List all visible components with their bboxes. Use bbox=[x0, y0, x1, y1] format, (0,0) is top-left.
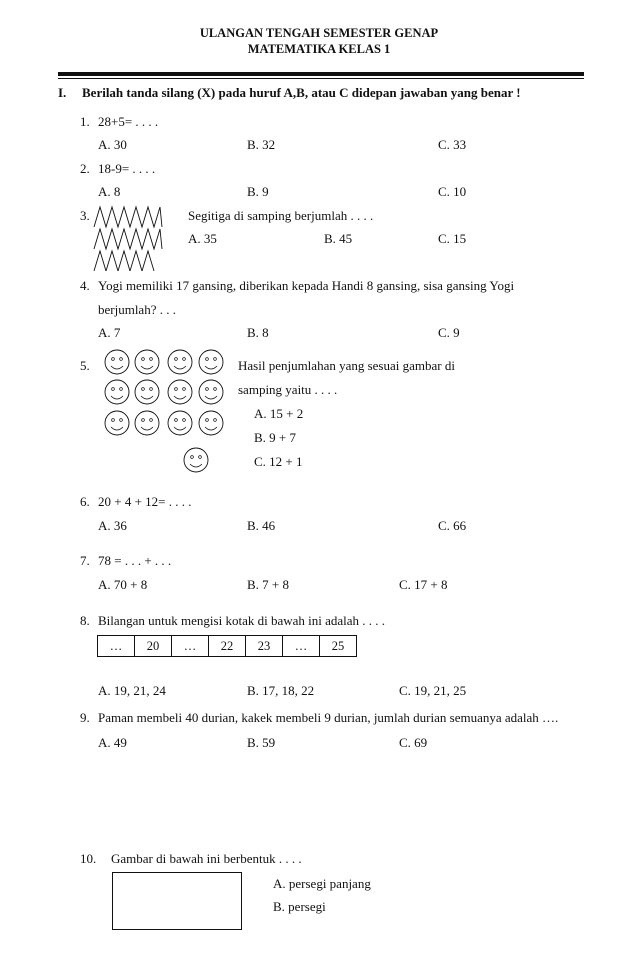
q6-text: 20 + 4 + 12= . . . . bbox=[98, 494, 192, 509]
smiley-face bbox=[135, 411, 159, 435]
q2-option-c: C. 10 bbox=[438, 184, 467, 199]
sequence-cell: 20 bbox=[135, 636, 172, 657]
q6-option-c: C. 66 bbox=[438, 518, 467, 533]
smiley-face bbox=[168, 411, 192, 435]
q3-option-b: B. 45 bbox=[324, 231, 353, 246]
q10-text: Gambar di bawah ini berbentuk . . . . bbox=[111, 851, 302, 866]
smiley-face bbox=[199, 411, 223, 435]
q7-text: 78 = . . . + . . . bbox=[98, 553, 172, 568]
q5-number: 5. bbox=[80, 358, 90, 373]
q2-number: 2. bbox=[80, 161, 90, 176]
header-rule-thick bbox=[58, 72, 584, 76]
smiley-face bbox=[168, 350, 192, 374]
q8-option-a: A. 19, 21, 24 bbox=[98, 683, 166, 698]
q5-text-line2: samping yaitu . . . . bbox=[238, 382, 338, 397]
q3-text: Segitiga di samping berjumlah . . . . bbox=[188, 208, 374, 223]
smiley-face bbox=[105, 380, 129, 404]
q4-number: 4. bbox=[80, 278, 90, 293]
sequence-cell: 25 bbox=[320, 636, 357, 657]
q3-option-c: C. 15 bbox=[438, 231, 467, 246]
smiley-face bbox=[105, 350, 129, 374]
q4-option-a: A. 7 bbox=[98, 325, 121, 340]
q5-option-b: B. 9 + 7 bbox=[254, 430, 297, 445]
q7-number: 7. bbox=[80, 553, 90, 568]
q6-option-b: B. 46 bbox=[247, 518, 276, 533]
section-number: I. bbox=[58, 85, 67, 100]
triangle-row-1 bbox=[94, 207, 162, 227]
q5-option-c: C. 12 + 1 bbox=[254, 454, 303, 469]
table-row bbox=[98, 636, 357, 657]
header-title-line2: MATEMATIKA KELAS 1 bbox=[247, 42, 391, 56]
q3-number: 3. bbox=[80, 208, 90, 223]
q5-option-a: A. 15 + 2 bbox=[254, 406, 304, 421]
q2-option-a: A. 8 bbox=[98, 184, 121, 199]
smiley-face bbox=[105, 411, 129, 435]
q7-option-c: C. 17 + 8 bbox=[399, 577, 448, 592]
q10-option-b: B. persegi bbox=[273, 899, 326, 914]
q7-option-a: A. 70 + 8 bbox=[98, 577, 148, 592]
q1-option-b: B. 32 bbox=[247, 137, 276, 152]
q7-option-b: B. 7 + 8 bbox=[247, 577, 290, 592]
q9-option-a: A. 49 bbox=[98, 735, 127, 750]
section-instruction: Berilah tanda silang (X) pada huruf A,B, atau C didepan jawaban yang benar ! bbox=[82, 85, 521, 100]
sequence-cell: 23 bbox=[246, 636, 283, 657]
q10-option-a: A. persegi panjang bbox=[273, 876, 371, 891]
triangle-row-2 bbox=[94, 229, 162, 249]
smiley-face bbox=[199, 350, 223, 374]
q8-option-b: B. 17, 18, 22 bbox=[247, 683, 315, 698]
q5-text-line1: Hasil penjumlahan yang sesuai gambar di bbox=[238, 358, 455, 373]
q6-number: 6. bbox=[80, 494, 90, 509]
smiley-face bbox=[168, 380, 192, 404]
triangles-figure bbox=[92, 205, 164, 271]
q8-number: 8. bbox=[80, 613, 90, 628]
q1-option-c: C. 33 bbox=[438, 137, 467, 152]
smiley-face bbox=[135, 350, 159, 374]
q4-option-c: C. 9 bbox=[438, 325, 460, 340]
triangle-row-3 bbox=[94, 251, 154, 271]
q10-number: 10. bbox=[80, 851, 97, 866]
sequence-cell: … bbox=[98, 636, 135, 657]
smiley-face bbox=[199, 380, 223, 404]
sequence-cell: … bbox=[283, 636, 320, 657]
q3-option-a: A. 35 bbox=[188, 231, 217, 246]
q1-text: 28+5= . . . . bbox=[98, 114, 159, 129]
header-title-line1: ULANGAN TENGAH SEMESTER GENAP bbox=[199, 26, 439, 40]
sequence-cell: … bbox=[172, 636, 209, 657]
rectangle-figure bbox=[112, 872, 242, 930]
q1-number: 1. bbox=[80, 114, 90, 129]
smiley-faces-figure bbox=[100, 345, 230, 477]
q4-text-line1: Yogi memiliki 17 gansing, diberikan kepada Handi 8 gansing, sisa gansing Yogi bbox=[98, 278, 515, 293]
sequence-cell: 22 bbox=[209, 636, 246, 657]
q2-option-b: B. 9 bbox=[247, 184, 269, 199]
q9-text: Paman membeli 40 durian, kakek membeli 9 durian, jumlah durian semuanya adalah …. bbox=[98, 710, 559, 725]
q1-option-a: A. 30 bbox=[98, 137, 127, 152]
q2-text: 18-9= . . . . bbox=[98, 161, 156, 176]
smiley-face bbox=[135, 380, 159, 404]
q6-option-a: A. 36 bbox=[98, 518, 127, 533]
q8-text: Bilangan untuk mengisi kotak di bawah ini adalah . . . . bbox=[98, 613, 386, 628]
number-sequence-table bbox=[97, 635, 357, 657]
q4-option-b: B. 8 bbox=[247, 325, 269, 340]
q9-number: 9. bbox=[80, 710, 90, 725]
smiley-face bbox=[184, 448, 208, 472]
q4-text-line2: berjumlah? . . . bbox=[98, 302, 176, 317]
q8-option-c: C. 19, 21, 25 bbox=[399, 683, 467, 698]
q9-option-c: C. 69 bbox=[399, 735, 428, 750]
q9-option-b: B. 59 bbox=[247, 735, 276, 750]
header-rule-thin bbox=[58, 78, 584, 79]
